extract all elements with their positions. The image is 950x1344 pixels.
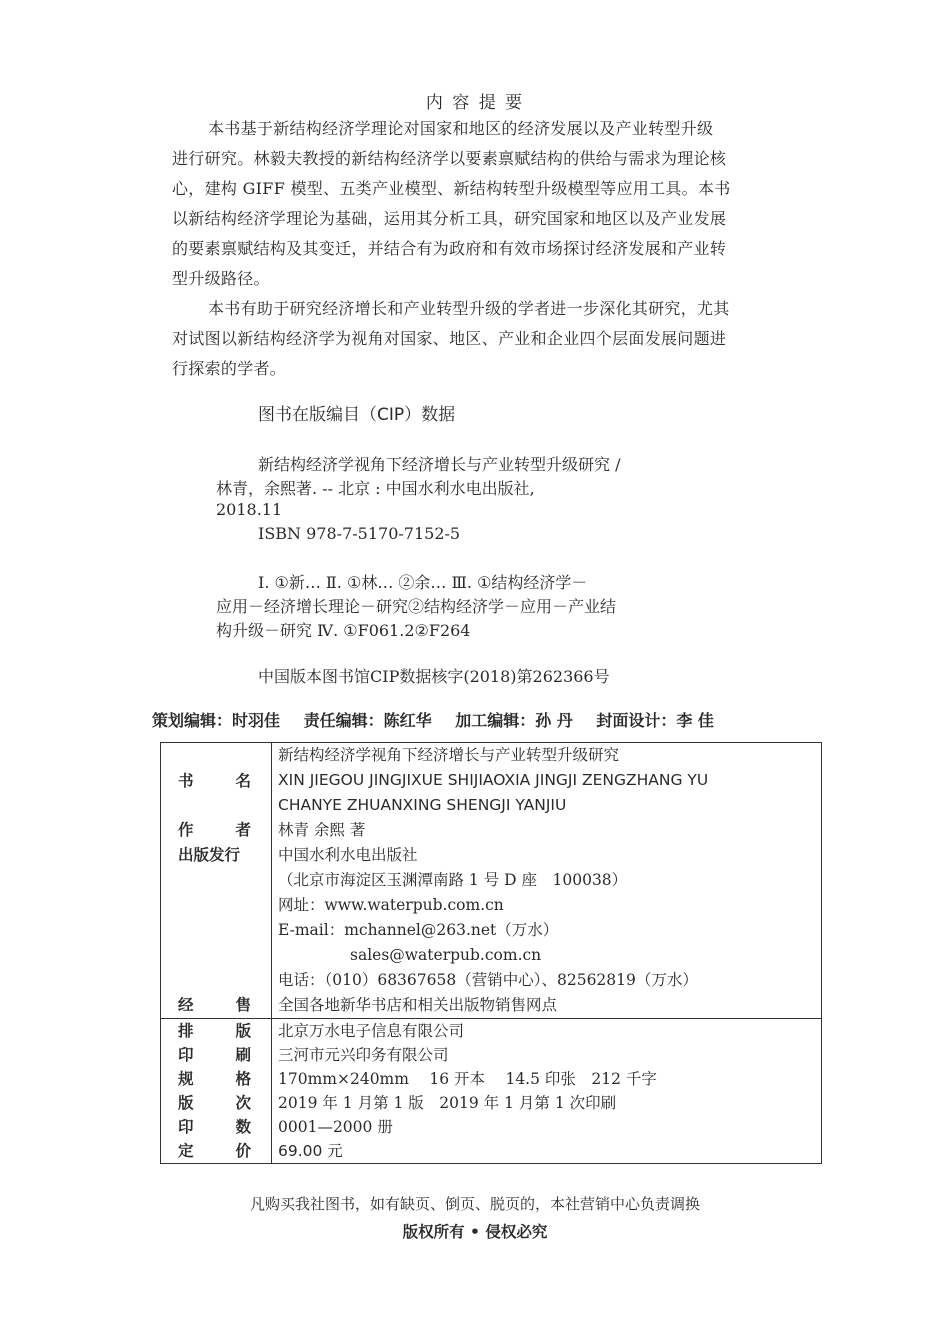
- cip-subject-line: Ⅰ. ①新… Ⅱ. ①林… ②余… Ⅲ. ①结构经济学－: [258, 573, 588, 592]
- abstract-line: 以新结构经济学理论为基础，运用其分析工具，研究国家和地区以及产业发展: [172, 209, 727, 228]
- typeset-label: 排 版: [178, 1022, 251, 1040]
- cip-record: 中国版本图书馆CIP数据核字(2018)第262366号: [258, 667, 610, 686]
- table-row: [161, 1019, 822, 1164]
- book-title-pinyin: XIN JIEGOU JINGJIXUE SHIJIAOXIA JINGJI ZENGZHANG YU: [278, 771, 709, 789]
- specification: 170mm×240mm 16 开本 14.5 印张 212 千字: [278, 1070, 657, 1088]
- publisher-website: 网址：www.waterpub.com.cn: [278, 896, 504, 914]
- publisher-label: 出版发行: [178, 846, 241, 864]
- planning-editor: 策划编辑：时羽佳: [152, 711, 281, 730]
- edition-label: 版 次: [178, 1094, 251, 1112]
- copyright-notice: 版权所有 • 侵权必究: [402, 1223, 548, 1241]
- abstract-line: 本书有助于研究经济增长和产业转型升级的学者进一步深化其研究，尤其: [208, 299, 730, 318]
- spec-label: 规 格: [178, 1070, 251, 1088]
- table-row: [161, 743, 822, 819]
- publisher-phone: 电话：（010）68367658（营销中心）、82562819（万水）: [278, 971, 698, 989]
- abstract-line: 的要素禀赋结构及其变迁，并结合有为政府和有效市场探讨经济发展和产业转: [172, 239, 727, 258]
- distribution: 全国各地新华书店和相关出版物销售网点: [278, 996, 558, 1014]
- edition: 2019 年 1 月第 1 版 2019 年 1 月第 1 次印刷: [278, 1094, 617, 1112]
- table-row: [161, 993, 822, 1019]
- publisher: 中国水利水电出版社: [278, 846, 418, 864]
- editors-line: [152, 708, 732, 731]
- print-run: 0001—2000 册: [278, 1118, 393, 1136]
- printer: 三河市元兴印务有限公司: [278, 1046, 449, 1064]
- cip-subject-line: 构升级－研究 Ⅳ. ①F061.2②F264: [216, 621, 471, 640]
- publisher-email: sales@waterpub.com.cn: [350, 946, 542, 964]
- book-title: 新结构经济学视角下经济增长与产业转型升级研究: [278, 746, 620, 764]
- abstract-line: 心，建构 GIFF 模型、五类产业模型、新结构转型升级模型等应用工具。本书: [172, 179, 731, 198]
- distribution-label: 经 售: [178, 996, 251, 1014]
- table-row: [161, 818, 822, 843]
- cover-designer: 封面设计：李 佳: [596, 711, 714, 730]
- cip-isbn: ISBN 978-7-5170-7152-5: [258, 524, 461, 543]
- publication-info-table: [160, 742, 822, 1164]
- book-title-pinyin: CHANYE ZHUANXING SHENGJI YANJIU: [278, 796, 567, 814]
- cip-subject-line: 应用－经济增长理论－研究②结构经济学－应用－产业结: [216, 597, 617, 616]
- cip-entry-line: 林青，余熙著. -- 北京 : 中国水利水电出版社,: [216, 479, 535, 498]
- abstract-title: 内 容 提 要: [425, 93, 525, 113]
- responsible-editor: 责任编辑：陈红华: [303, 711, 432, 730]
- publisher-address: （北京市海淀区玉渊潭南路 1 号 D 座 100038）: [278, 871, 628, 889]
- author-label: 作 者: [178, 821, 251, 839]
- processing-editor: 加工编辑：孙 丹: [455, 711, 573, 730]
- abstract-line: 型升级路径。: [172, 269, 270, 288]
- publisher-email: E-mail：mchannel@263.net（万水）: [278, 921, 559, 939]
- abstract-line: 行探索的学者。: [172, 359, 287, 378]
- print-label: 印 刷: [178, 1046, 251, 1064]
- abstract-line: 对试图以新结构经济学为视角对国家、地区、产业和企业四个层面发展问题进: [172, 329, 727, 348]
- typesetter: 北京万水电子信息有限公司: [278, 1022, 465, 1040]
- author: 林青 余熙 著: [278, 821, 366, 839]
- title-label: 书 名: [178, 772, 251, 790]
- price: 69.00 元: [278, 1142, 343, 1160]
- cip-heading: 图书在版编目（CIP）数据: [258, 405, 456, 425]
- replacement-notice: 凡购买我社图书，如有缺页、倒页、脱页的，本社营销中心负责调换: [249, 1195, 700, 1213]
- table-row: [161, 843, 822, 993]
- abstract-line: 本书基于新结构经济学理论对国家和地区的经济发展以及产业转型升级: [208, 119, 714, 138]
- cip-entry-line: 2018.11: [216, 500, 283, 519]
- price-label: 定 价: [178, 1142, 251, 1160]
- copies-label: 印 数: [178, 1118, 251, 1136]
- abstract-line: 进行研究。林毅夫教授的新结构经济学以要素禀赋结构的供给与需求为理论核: [172, 149, 727, 168]
- cip-entry-line: 新结构经济学视角下经济增长与产业转型升级研究 /: [258, 455, 621, 474]
